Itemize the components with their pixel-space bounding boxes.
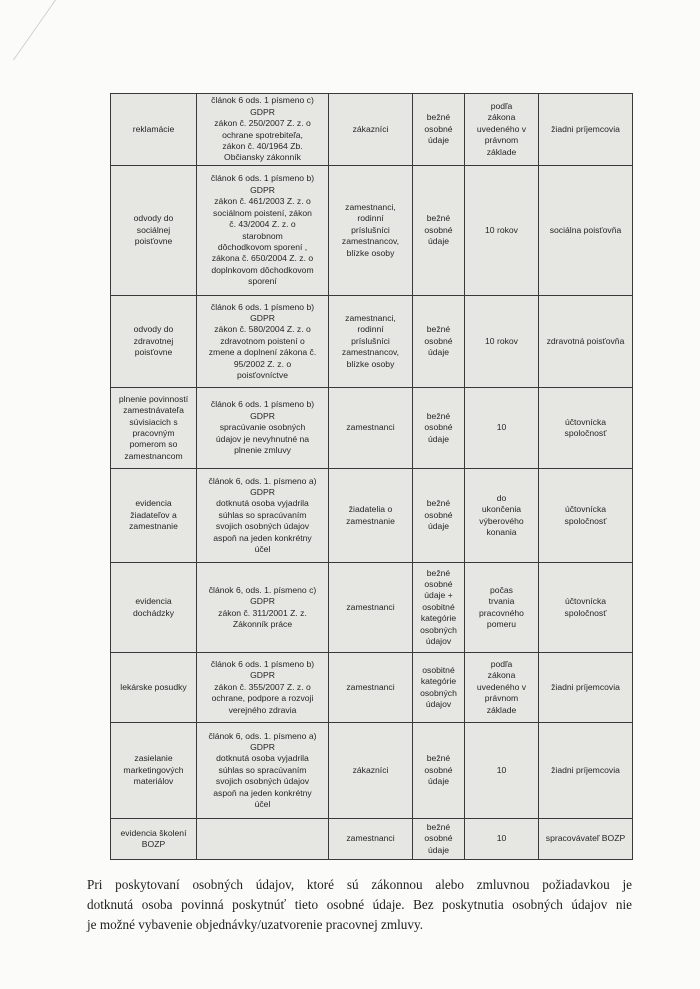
legal-basis-cell: článok 6, ods. 1. písmeno c) GDPR zákon č. 311/2001 Z. z. Zákonník práce [197, 563, 329, 653]
data-subjects-cell: zamestnanci [329, 563, 413, 653]
table-row [111, 94, 633, 166]
legal-basis-cell [197, 819, 329, 860]
purpose-cell: evidencia dochádzky [111, 563, 197, 653]
paragraph-line: Pri poskytovaní osobných údajov, ktoré sú zákonnou alebo zmluvnou požiadavkou je [87, 877, 632, 892]
data-category-cell: bežné osobné údaje [413, 469, 465, 563]
data-category-cell: bežné osobné údaje [413, 166, 465, 296]
table-row [111, 388, 633, 469]
legal-basis-cell: článok 6 ods. 1 písmeno b) GDPR zákon č. 461/2003 Z. z. o sociálnom poistení, zákon č. 43/2004 Z. z. o starobnom dôchodkovom sporení , zákona č. 650/2004 Z. z. o doplnkovom dôchodkovom sporení [197, 166, 329, 296]
table-row [111, 563, 633, 653]
purpose-cell: lekárske posudky [111, 653, 197, 723]
legal-basis-cell: článok 6 ods. 1 písmeno b) GDPR zákon č. 580/2004 Z. z. o zdravotnom poistení o zmene a doplnení zákona č. 95/2002 Z. z. o poisťovníctve [197, 296, 329, 388]
recipients-cell: žiadni príjemcovia [539, 94, 633, 166]
data-processing-table [110, 93, 633, 860]
retention-cell: podľa zákona uvedeného v právnom základe [465, 653, 539, 723]
data-category-cell: bežné osobné údaje [413, 296, 465, 388]
recipients-cell: žiadni príjemcovia [539, 723, 633, 819]
recipients-cell: účtovnícka spoločnosť [539, 388, 633, 469]
legal-basis-cell: článok 6, ods. 1. písmeno a) GDPR dotknutá osoba vyjadrila súhlas so spracúvaním svojich osobných údajov aspoň na jeden konkrétny účel [197, 469, 329, 563]
table-row [111, 819, 633, 860]
data-subjects-cell: zamestnanci [329, 388, 413, 469]
recipients-cell: účtovnícka spoločnosť [539, 469, 633, 563]
table-row [111, 469, 633, 563]
data-category-cell: bežné osobné údaje + osobitné kategórie osobných údajov [413, 563, 465, 653]
data-category-cell: bežné osobné údaje [413, 94, 465, 166]
purpose-cell: evidencia školení BOZP [111, 819, 197, 860]
purpose-cell: reklamácie [111, 94, 197, 166]
legal-basis-cell: článok 6 ods. 1 písmeno c) GDPR zákon č. 250/2007 Z. z. o ochrane spotrebiteľa, zákon č. 40/1964 Zb. Občiansky zákonník [197, 94, 329, 166]
data-subjects-cell: zamestnanci, rodinní príslušníci zamestnancov, blízke osoby [329, 166, 413, 296]
recipients-cell: spracovávateľ BOZP [539, 819, 633, 860]
recipients-cell: žiadni príjemcovia [539, 653, 633, 723]
disclosure-paragraph [87, 875, 632, 935]
data-subjects-cell: zákazníci [329, 723, 413, 819]
retention-cell: podľa zákona uvedeného v právnom základe [465, 94, 539, 166]
purpose-cell: odvody do zdravotnej poisťovne [111, 296, 197, 388]
data-subjects-cell: zamestnanci, rodinní príslušníci zamestnancov, blízke osoby [329, 296, 413, 388]
retention-cell: do ukončenia výberového konania [465, 469, 539, 563]
retention-cell: 10 [465, 723, 539, 819]
purpose-cell: evidencia žiadateľov a zamestnanie [111, 469, 197, 563]
table-row [111, 653, 633, 723]
purpose-cell: plnenie povinností zamestnávateľa súvisiacich s pracovným pomerom so zamestnancom [111, 388, 197, 469]
table-row [111, 166, 633, 296]
legal-basis-cell: článok 6 ods. 1 písmeno b) GDPR zákon č. 355/2007 Z. z. o ochrane, podpore a rozvoji verejného zdravia [197, 653, 329, 723]
retention-cell: 10 rokov [465, 296, 539, 388]
table-row [111, 723, 633, 819]
table-row [111, 296, 633, 388]
data-subjects-cell: zamestnanci [329, 653, 413, 723]
data-category-cell: bežné osobné údaje [413, 388, 465, 469]
retention-cell: 10 [465, 819, 539, 860]
paragraph-line: je možné vybavenie objednávky/uzatvorenie pracovnej zmluvy. [87, 917, 424, 932]
recipients-cell: zdravotná poisťovňa [539, 296, 633, 388]
data-category-cell: bežné osobné údaje [413, 819, 465, 860]
retention-cell: 10 [465, 388, 539, 469]
retention-cell: 10 rokov [465, 166, 539, 296]
recipients-cell: účtovnícka spoločnosť [539, 563, 633, 653]
legal-basis-cell: článok 6 ods. 1 písmeno b) GDPR spracúvanie osobných údajov je nevyhnutné na plnenie zmluvy [197, 388, 329, 469]
recipients-cell: sociálna poisťovňa [539, 166, 633, 296]
retention-cell: počas trvania pracovného pomeru [465, 563, 539, 653]
purpose-cell: zasielanie marketingových materiálov [111, 723, 197, 819]
paragraph-line: dotknutá osoba povinná poskytnúť tieto osobné údaje. Bez poskytnutia osobných údajov nie [87, 897, 632, 912]
data-category-cell: osobitné kategórie osobných údajov [413, 653, 465, 723]
purpose-cell: odvody do sociálnej poisťovne [111, 166, 197, 296]
data-subjects-cell: zamestnanci [329, 819, 413, 860]
page-corner-fold-mark [13, 0, 96, 60]
data-category-cell: bežné osobné údaje [413, 723, 465, 819]
legal-basis-cell: článok 6, ods. 1. písmeno a) GDPR dotknutá osoba vyjadrila súhlas so spracúvaním svojich osobných údajov aspoň na jeden konkrétny účel [197, 723, 329, 819]
data-subjects-cell: zákazníci [329, 94, 413, 166]
data-subjects-cell: žiadatelia o zamestnanie [329, 469, 413, 563]
